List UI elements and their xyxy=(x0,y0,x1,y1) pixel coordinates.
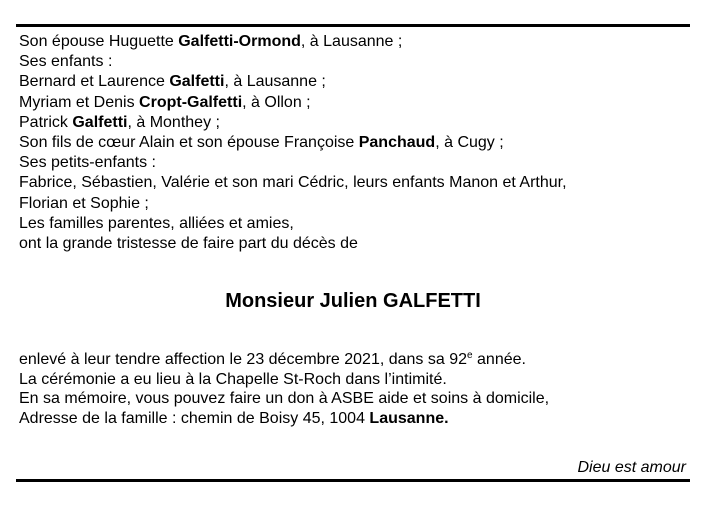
spouse-line: Son épouse Huguette Galfetti-Ormond, à Lausanne ; xyxy=(19,33,403,50)
child-surname-2: Cropt-Galfetti xyxy=(139,93,243,111)
child-surname-3: Galfetti xyxy=(72,113,128,131)
foster-surname: Panchaud xyxy=(358,134,436,152)
spouse-surname: Galfetti-Ormond xyxy=(178,33,301,50)
grandchildren-line-2: Florian et Sophie ; xyxy=(19,194,149,212)
donation-line: En sa mémoire, vous pouvez faire un don à ASBE aide et soins à domicile, xyxy=(19,390,550,408)
passing-line: enlevé à leur tendre affection le 23 décembre 2021, dans sa 92e année. xyxy=(19,350,526,368)
child-line-1: Bernard et Laurence Galfetti, à Lausanne ; xyxy=(19,73,326,91)
family-list xyxy=(19,32,689,254)
announcement-line: ont la grande tristesse de faire part du décès de xyxy=(19,235,358,253)
grandchildren-line-1: Fabrice, Sébastien, Valérie et son mari Cédric, leurs enfants Manon et Arthur, xyxy=(19,174,567,192)
address-line: Adresse de la famille : chemin de Boisy 45, 1004 Lausanne. xyxy=(19,409,449,427)
top-divider xyxy=(16,24,690,27)
child-line-2: Myriam et Denis Cropt-Galfetti, à Ollon ; xyxy=(19,93,311,111)
children-heading: Ses enfants : xyxy=(19,53,113,71)
address-city: Lausanne. xyxy=(369,409,449,427)
bottom-divider xyxy=(16,479,690,482)
motto: Dieu est amour xyxy=(577,459,686,476)
child-surname-1: Galfetti xyxy=(169,73,225,91)
extended-family-line: Les familles parentes, alliées et amies, xyxy=(19,214,294,232)
details-block xyxy=(19,350,689,428)
ceremony-line: La cérémonie a eu lieu à la Chapelle St-Roch dans l’intimité. xyxy=(19,370,447,388)
grandchildren-heading: Ses petits-enfants : xyxy=(19,154,156,172)
foster-son-line: Son fils de cœur Alain et son épouse Françoise Panchaud, à Cugy ; xyxy=(19,134,504,152)
child-line-3: Patrick Galfetti, à Monthey ; xyxy=(19,113,220,131)
deceased-name: Monsieur Julien GALFETTI xyxy=(225,290,481,312)
